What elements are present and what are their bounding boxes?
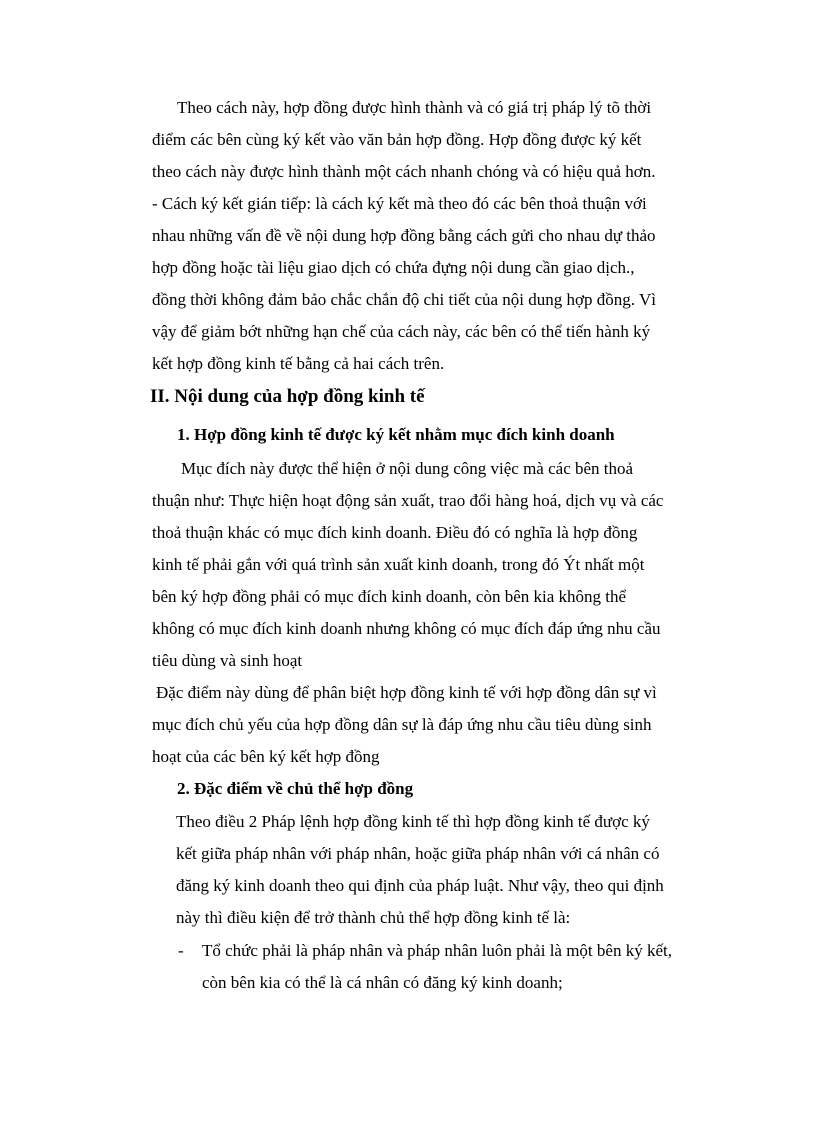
para4-line-4: này thì điều kiện để trở thành chủ thể hợp đồng kinh tế là:: [176, 908, 571, 927]
para1-line-9: kết hợp đồng kinh tế bằng cả hai cách trên.: [152, 354, 445, 373]
para1-line-1: Theo cách này, hợp đồng được hình thành và có giá trị pháp lý tõ thời: [177, 98, 652, 117]
para1-line-4: - Cách ký kết gián tiếp: là cách ký kết mà theo đó các bên thoả thuận với: [152, 194, 647, 213]
bullet1-line-2: còn bên kia có thể là cá nhân có đăng ký kinh doanh;: [202, 973, 563, 992]
para2-line-3: thoả thuận khác có mục đích kinh doanh. Điều đó có nghĩa là hợp đồng: [152, 523, 638, 542]
para2-line-7: tiêu dùng và sinh hoạt: [152, 651, 303, 670]
para4-line-2: kết giữa pháp nhân với pháp nhân, hoặc giữa pháp nhân với cá nhân có: [176, 844, 660, 863]
para2-line-6: không có mục đích kinh doanh nhưng không có mục đích đáp ứng nhu cầu: [152, 619, 661, 638]
para2-line-4: kinh tế phải gắn với quá trình sản xuất kinh doanh, trong đó Ýt nhất một: [152, 555, 645, 574]
para2-line-2: thuận như: Thực hiện hoạt động sản xuất, trao đổi hàng hoá, dịch vụ và các: [152, 491, 664, 510]
section-heading: II. Nội dung của hợp đồng kinh tế: [150, 386, 425, 407]
para1-line-2: điểm các bên cùng ký kết vào văn bản hợp đồng. Hợp đồng được ký kết: [152, 130, 642, 149]
para4-line-1: Theo điều 2 Pháp lệnh hợp đồng kinh tế thì hợp đồng kinh tế được ký: [176, 812, 650, 831]
para1-line-3: theo cách này được hình thành một cách nhanh chóng và có hiệu quả hơn.: [152, 162, 656, 181]
para2-line-1: Mục đích này được thể hiện ở nội dung công việc mà các bên thoả: [181, 459, 634, 478]
para2-line-5: bên ký hợp đồng phải có mục đích kinh doanh, còn bên kia không thể: [152, 587, 627, 606]
subsection-heading-2: 2. Đặc điểm về chủ thể hợp đồng: [177, 779, 414, 798]
para4-line-3: đăng ký kinh doanh theo qui định của pháp luật. Như vậy, theo qui định: [176, 876, 664, 895]
bullet-marker: -: [178, 941, 184, 960]
para3-line-2: mục đích chủ yếu của hợp đồng dân sự là đáp ứng nhu cầu tiêu dùng sinh: [152, 715, 652, 734]
para3-line-3: hoạt của các bên ký kết hợp đồng: [152, 747, 380, 766]
para1-line-6: hợp đồng hoặc tài liệu giao dịch có chứa đựng nội dung cần giao dịch.,: [152, 258, 635, 277]
subsection-heading-1: 1. Hợp đồng kinh tế được ký kết nhằm mục đích kinh doanh: [177, 425, 615, 444]
para1-line-8: vậy để giảm bớt những hạn chế của cách này, các bên có thể tiến hành ký: [152, 322, 651, 341]
para1-line-5: nhau những vấn đề về nội dung hợp đồng bằng cách gửi cho nhau dự thảo: [152, 226, 656, 245]
bullet1-line-1: Tổ chức phải là pháp nhân và pháp nhân luôn phải là một bên ký kết,: [202, 941, 672, 960]
para1-line-7: đồng thời không đảm bảo chắc chắn độ chi tiết của nội dung hợp đồng. Vì: [152, 290, 656, 309]
para3-line-1: Đặc điểm này dùng để phân biệt hợp đồng kinh tế với hợp đồng dân sự vì: [156, 683, 657, 702]
